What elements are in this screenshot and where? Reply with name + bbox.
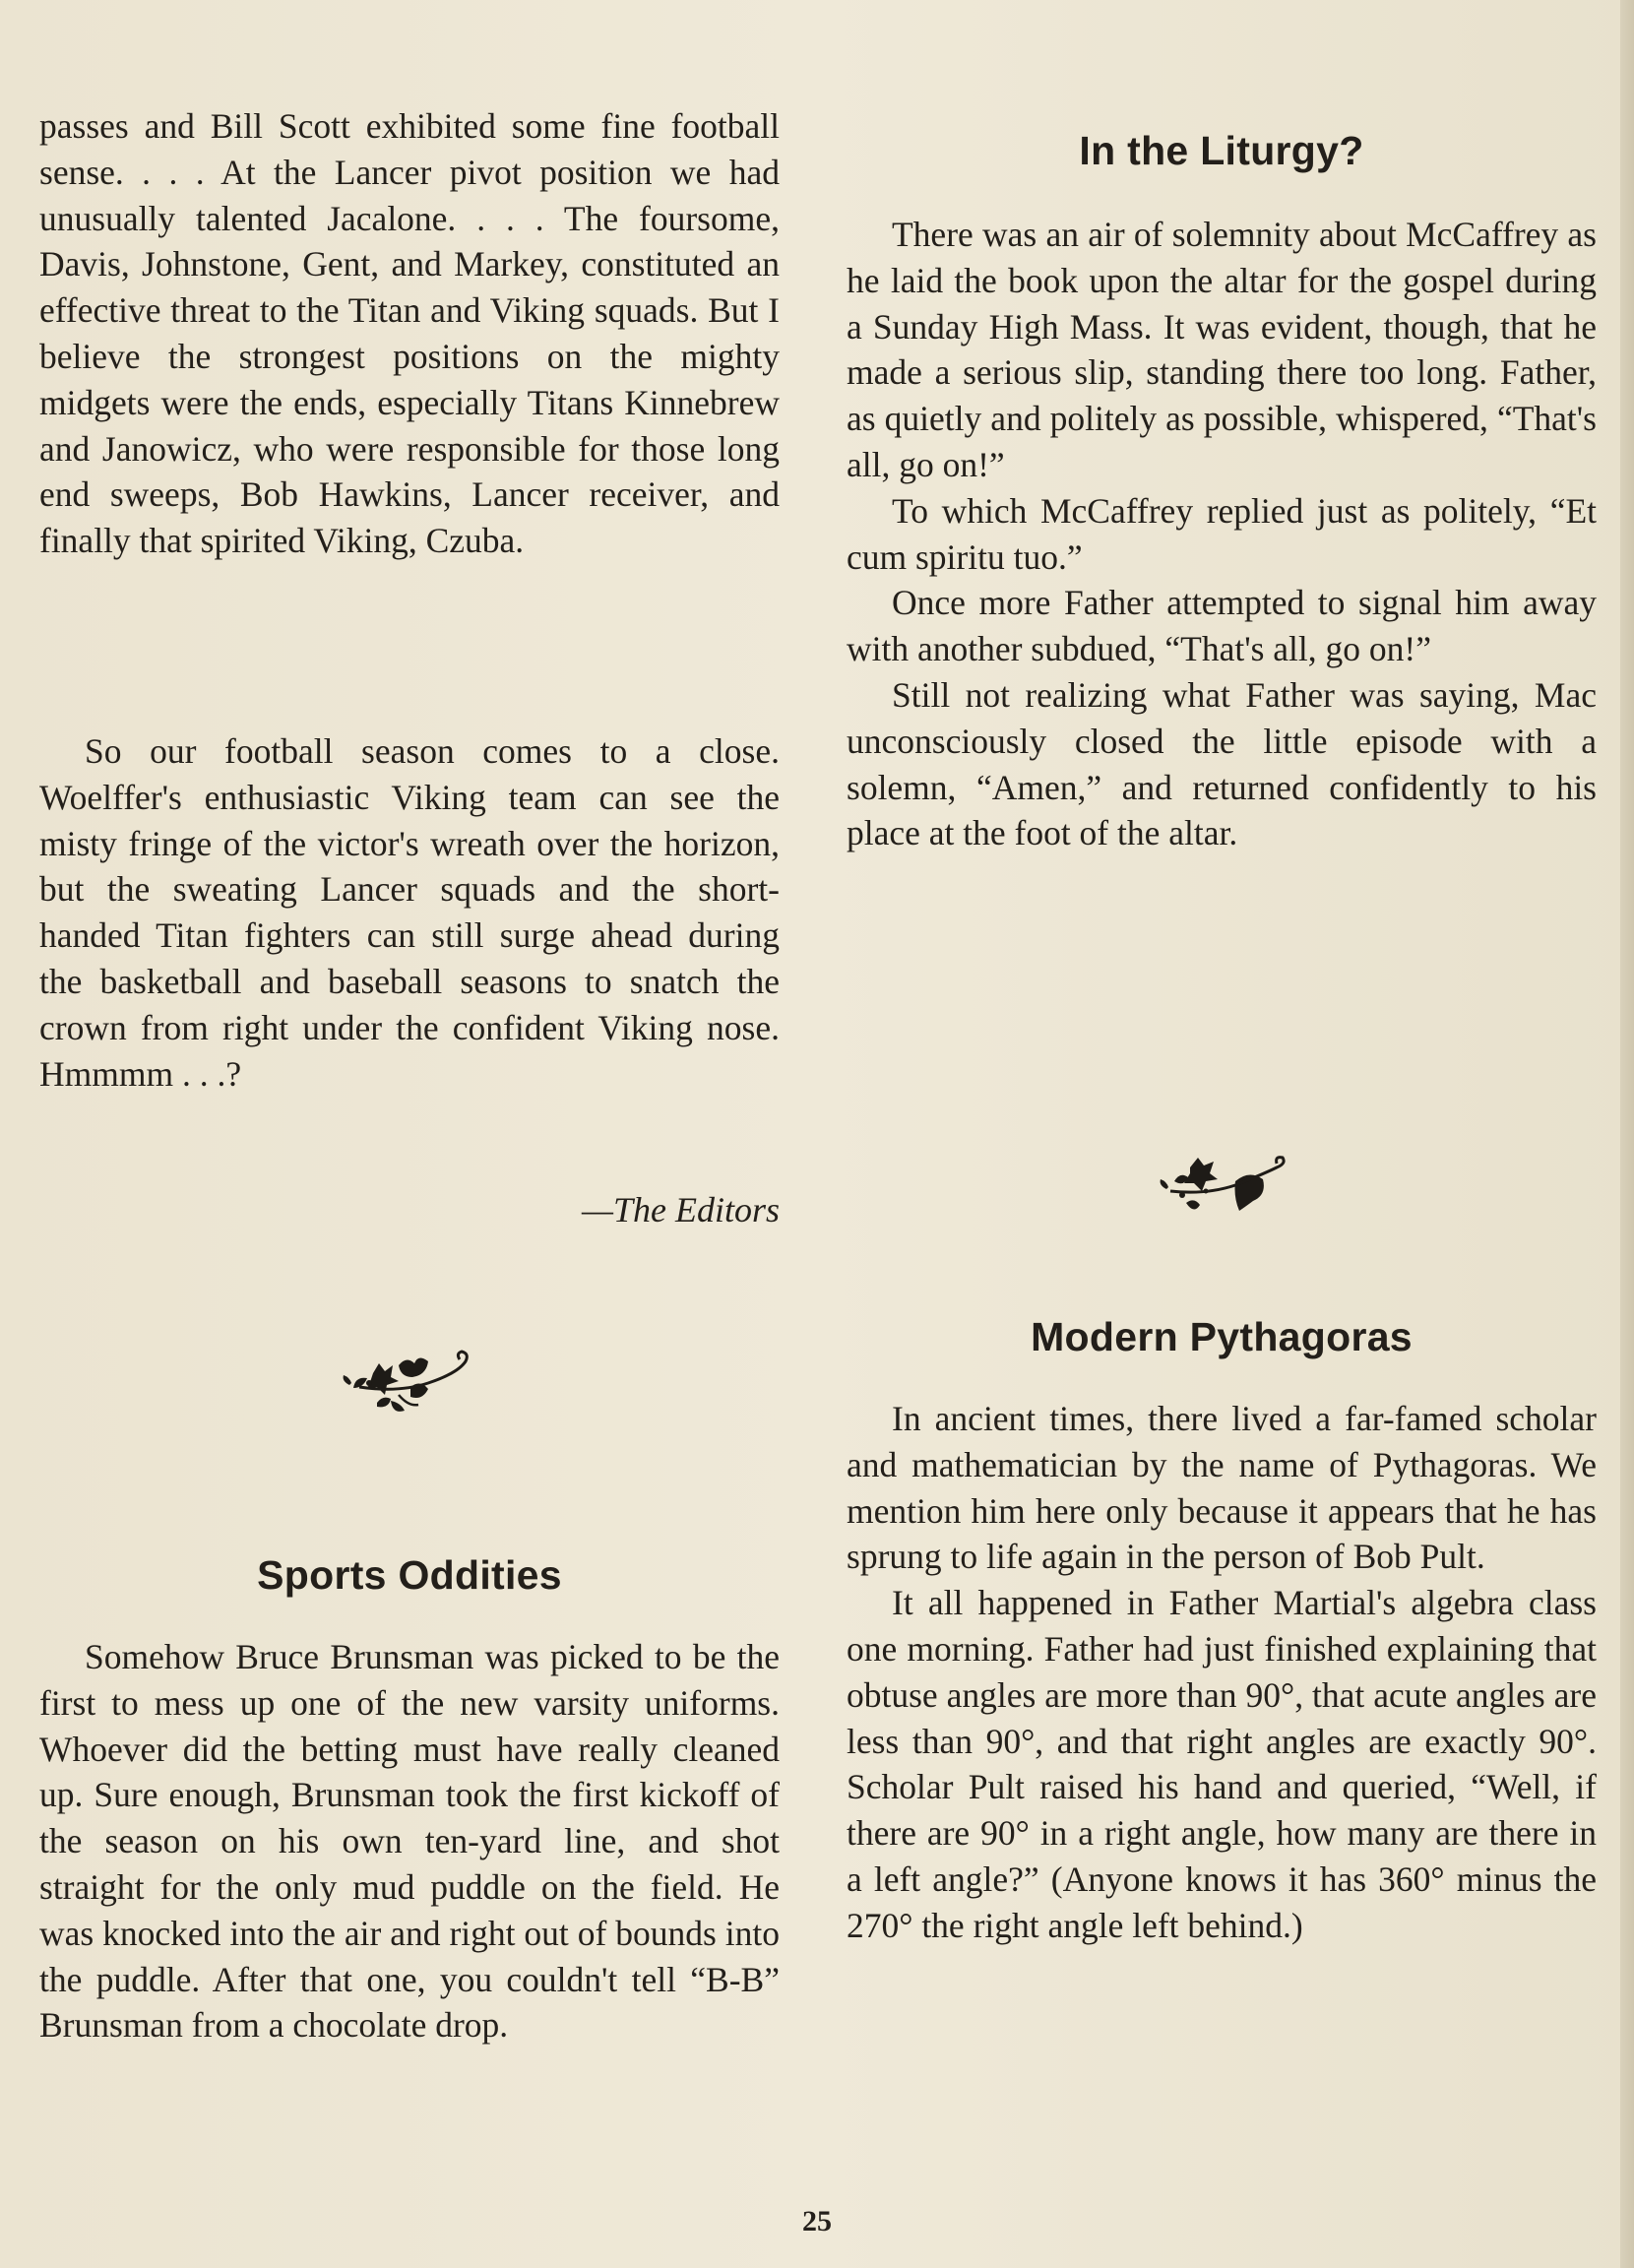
sports-oddities-heading: Sports Oddities [257,1552,562,1598]
football-continuation-paragraph: passes and Bill Scott exhibited some fine football sense. . . . At the Lancer pivot position we had unusually talented Jacalone. . . . The foursome, Davis, Johnstone, Gent, and Markey, constituted an effective threat to the Titan and Viking squads. But I believe the strongest positions on the mighty midgets were the ends, especially Titans Kinnebrew and Janowicz, who were responsible for those long end sweeps, Bob Hawkins, Lancer receiver, and finally that spirited Viking, Czuba. [39,106,780,561]
floral-ornament-icon [1157,1152,1294,1230]
liturgy-paragraph: Still not realizing what Father was saying, Mac unconsciously closed the little episode with a solemn, “Amen,” and returned confidently to his place at the foot of the altar. [847,674,1597,853]
pythagoras-paragraph: In ancient times, there lived a far-famed scholar and mathematician by the name of Pythagoras. We mention him here only because it appears that he has sprung to life again in the person of Bob Pult. [847,1399,1597,1577]
in-the-liturgy-heading: In the Liturgy? [1079,128,1364,173]
liturgy-paragraph: To which McCaffrey replied just as politely, “Et cum spiritu tuo.” [847,490,1597,577]
sports-oddities-paragraph: Somehow Bruce Brunsman was picked to be the first to mess up one of the new varsity uniforms. Whoever did the betting must have really cleaned up. Sure enough, Brunsman took the first kickoff of the season on his own ten-yard line, and shot straight for the only mud puddle on the field. He was knocked into the air and right out of bounds into the puddle. After that one, you couldn't tell “B-B” Brunsman from a chocolate drop. [39,1637,780,2046]
liturgy-paragraph: There was an air of solemnity about McCaffrey as he laid the book upon the altar for the gospel during a Sunday High Mass. It was evident, though, that he made a serious slip, standing there too long. Father, as quietly and politely as possible, whispered, “That's all, go on!” [847,215,1597,484]
page-edge [1620,0,1634,2268]
football-closing-paragraph: So our football season comes to a close. Woelffer's enthusiastic Viking team can see the misty fringe of the victor's wreath over the horizon, but the sweating Lancer squads and the short-handed Titan fighters can still surge ahead during the basketball and baseball seasons to snatch the crown from right under the confident Viking nose. Hmmmm . . .? [39,731,780,1094]
modern-pythagoras-heading: Modern Pythagoras [1031,1314,1413,1359]
pythagoras-paragraph: It all happened in Father Martial's algebra class one morning. Father had just finished explaining that obtuse angles are more than 90°, that acute angles are less than 90°, and that right angles are exactly 90°. Scholar Pult raised his hand and queried, “Well, if there are 90° in a right angle, how many are there in a left angle?” (Anyone knows it has 360° minus the 270° the right angle left behind.) [847,1583,1597,1945]
editors-signature: —The Editors [581,1190,780,1229]
page-number: 25 [802,2205,832,2237]
pythagoras-article [847,1396,1597,1949]
liturgy-article [847,212,1597,856]
floral-ornament-icon [340,1344,477,1422]
liturgy-paragraph: Once more Father attempted to signal him away with another subdued, “That's all, go on!” [847,583,1597,669]
